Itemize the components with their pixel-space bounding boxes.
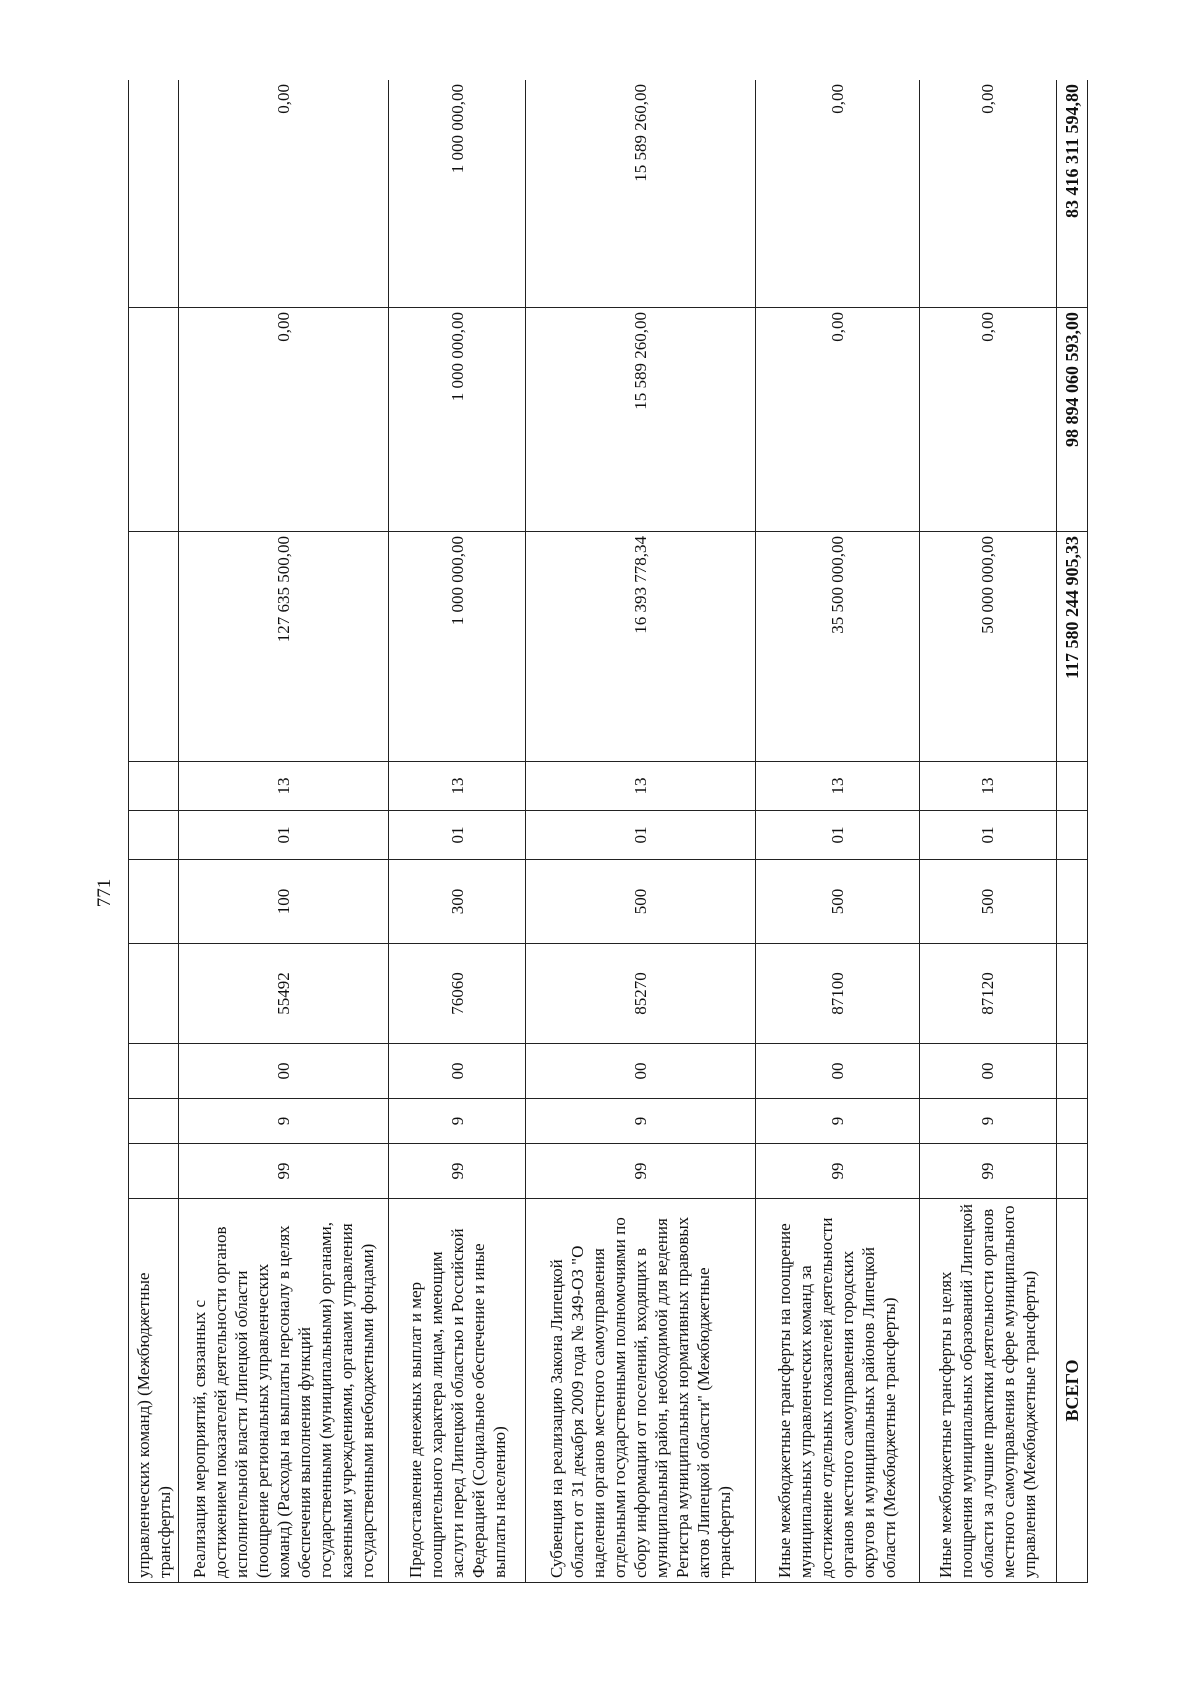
amount-year-2: 1 000 000,00 [389, 308, 526, 532]
expense-type-code: 100 [179, 860, 389, 944]
subsection-code: 13 [525, 762, 755, 811]
expense-type-code: 500 [919, 860, 1057, 944]
subsection-code: 13 [755, 762, 919, 811]
direction-code: 76060 [389, 944, 526, 1044]
program-code: 99 [179, 1144, 389, 1199]
total-amount-year-2: 98 894 060 593,00 [1057, 308, 1088, 532]
amount-year-3: 0,00 [179, 80, 389, 308]
direction-code: 87120 [919, 944, 1057, 1044]
subsection-code: 13 [389, 762, 526, 811]
page-number: 771 [94, 878, 115, 908]
row-description: Иные межбюджетные трансферты в целях поощрения муниципальных образований Липецкой области за лучшие практики деятельности органов местного самоуправления в сфере муниципального управления (Межбюджетные трансферты) [919, 1199, 1057, 1583]
measure-code: 00 [525, 1044, 755, 1099]
measure-code: 00 [919, 1044, 1057, 1099]
amount-year-3: 1 000 000,00 [389, 80, 526, 308]
program-code [129, 1144, 179, 1199]
subsection-code: 13 [919, 762, 1057, 811]
section-code: 01 [179, 811, 389, 860]
amount-year-2: 0,00 [179, 308, 389, 532]
table-row [389, 80, 526, 1583]
measure-code: 00 [755, 1044, 919, 1099]
subprogram-code: 9 [919, 1099, 1057, 1144]
measure-code [129, 1044, 179, 1099]
table-row [129, 80, 179, 1583]
budget-table-container [128, 80, 1088, 1583]
section-code: 01 [389, 811, 526, 860]
table-row [919, 80, 1057, 1583]
direction-code [129, 944, 179, 1044]
program-code: 99 [755, 1144, 919, 1199]
total-label: ВСЕГО [1057, 1199, 1088, 1583]
amount-year-1 [129, 532, 179, 762]
direction-code: 85270 [525, 944, 755, 1044]
subprogram-code: 9 [525, 1099, 755, 1144]
amount-year-1: 127 635 500,00 [179, 532, 389, 762]
row-description: Реализация мероприятий, связанных с достижением показателей деятельности органов исполнительной власти Липецкой области (поощрение региональных управленческих команд) (Расходы на выплаты персоналу в целях обеспечения выполнения функций государственными (муниципальными) органами, казенными учреждениями, органами управления государственными внебюджетными фондами) [179, 1199, 389, 1583]
amount-year-3: 0,00 [755, 80, 919, 308]
total-amount-year-1: 117 580 244 905,33 [1057, 532, 1088, 762]
section-code: 01 [919, 811, 1057, 860]
subsection-code: 13 [179, 762, 389, 811]
section-code: 01 [755, 811, 919, 860]
row-description: Субвенция на реализацию Закона Липецкой области от 31 декабря 2009 года № 349-ОЗ "О наделении органов местного самоуправления отдельными государственными полномочиями по сбору информации от поселений, входящих в муниципальный район, необходимой для ведения Регистра муниципальных нормативных правовых актов Липецкой области" (Межбюджетные трансферты) [525, 1199, 755, 1583]
section-code [129, 811, 179, 860]
amount-year-2: 0,00 [755, 308, 919, 532]
subprogram-code: 9 [755, 1099, 919, 1144]
expense-type-code: 300 [389, 860, 526, 944]
program-code: 99 [525, 1144, 755, 1199]
row-description: Предоставление денежных выплат и мер поощрительного характера лицам, имеющим заслуги перед Липецкой областью и Российской Федерацией (Социальное обеспечение и иные выплаты населению) [389, 1199, 526, 1583]
amount-year-2 [129, 308, 179, 532]
expense-type-code: 500 [525, 860, 755, 944]
measure-code: 00 [179, 1044, 389, 1099]
amount-year-2: 0,00 [919, 308, 1057, 532]
amount-year-1: 1 000 000,00 [389, 532, 526, 762]
amount-year-3 [129, 80, 179, 308]
budget-table [128, 80, 1088, 1583]
amount-year-1: 50 000 000,00 [919, 532, 1057, 762]
amount-year-2: 15 589 260,00 [525, 308, 755, 532]
total-amount-year-3: 83 416 311 594,80 [1057, 80, 1088, 308]
amount-year-3: 15 589 260,00 [525, 80, 755, 308]
expense-type-code [129, 860, 179, 944]
row-description: Иные межбюджетные трансферты на поощрение муниципальных управленческих команд за достижение отдельных показателей деятельности органов местного самоуправления городских округов и муниципальных районов Липецкой области (Межбюджетные трансферты) [755, 1199, 919, 1583]
table-row [755, 80, 919, 1583]
section-code: 01 [525, 811, 755, 860]
program-code: 99 [389, 1144, 526, 1199]
amount-year-1: 16 393 778,34 [525, 532, 755, 762]
subprogram-code: 9 [389, 1099, 526, 1144]
measure-code: 00 [389, 1044, 526, 1099]
subprogram-code: 9 [179, 1099, 389, 1144]
expense-type-code: 500 [755, 860, 919, 944]
subsection-code [129, 762, 179, 811]
subprogram-code [129, 1099, 179, 1144]
table-row [179, 80, 389, 1583]
program-code: 99 [919, 1144, 1057, 1199]
table-row [525, 80, 755, 1583]
amount-year-3: 0,00 [919, 80, 1057, 308]
row-description: управленческих команд) (Межбюджетные трансферты) [129, 1199, 179, 1583]
total-row [1057, 80, 1088, 1583]
direction-code: 55492 [179, 944, 389, 1044]
amount-year-1: 35 500 000,00 [755, 532, 919, 762]
direction-code: 87100 [755, 944, 919, 1044]
